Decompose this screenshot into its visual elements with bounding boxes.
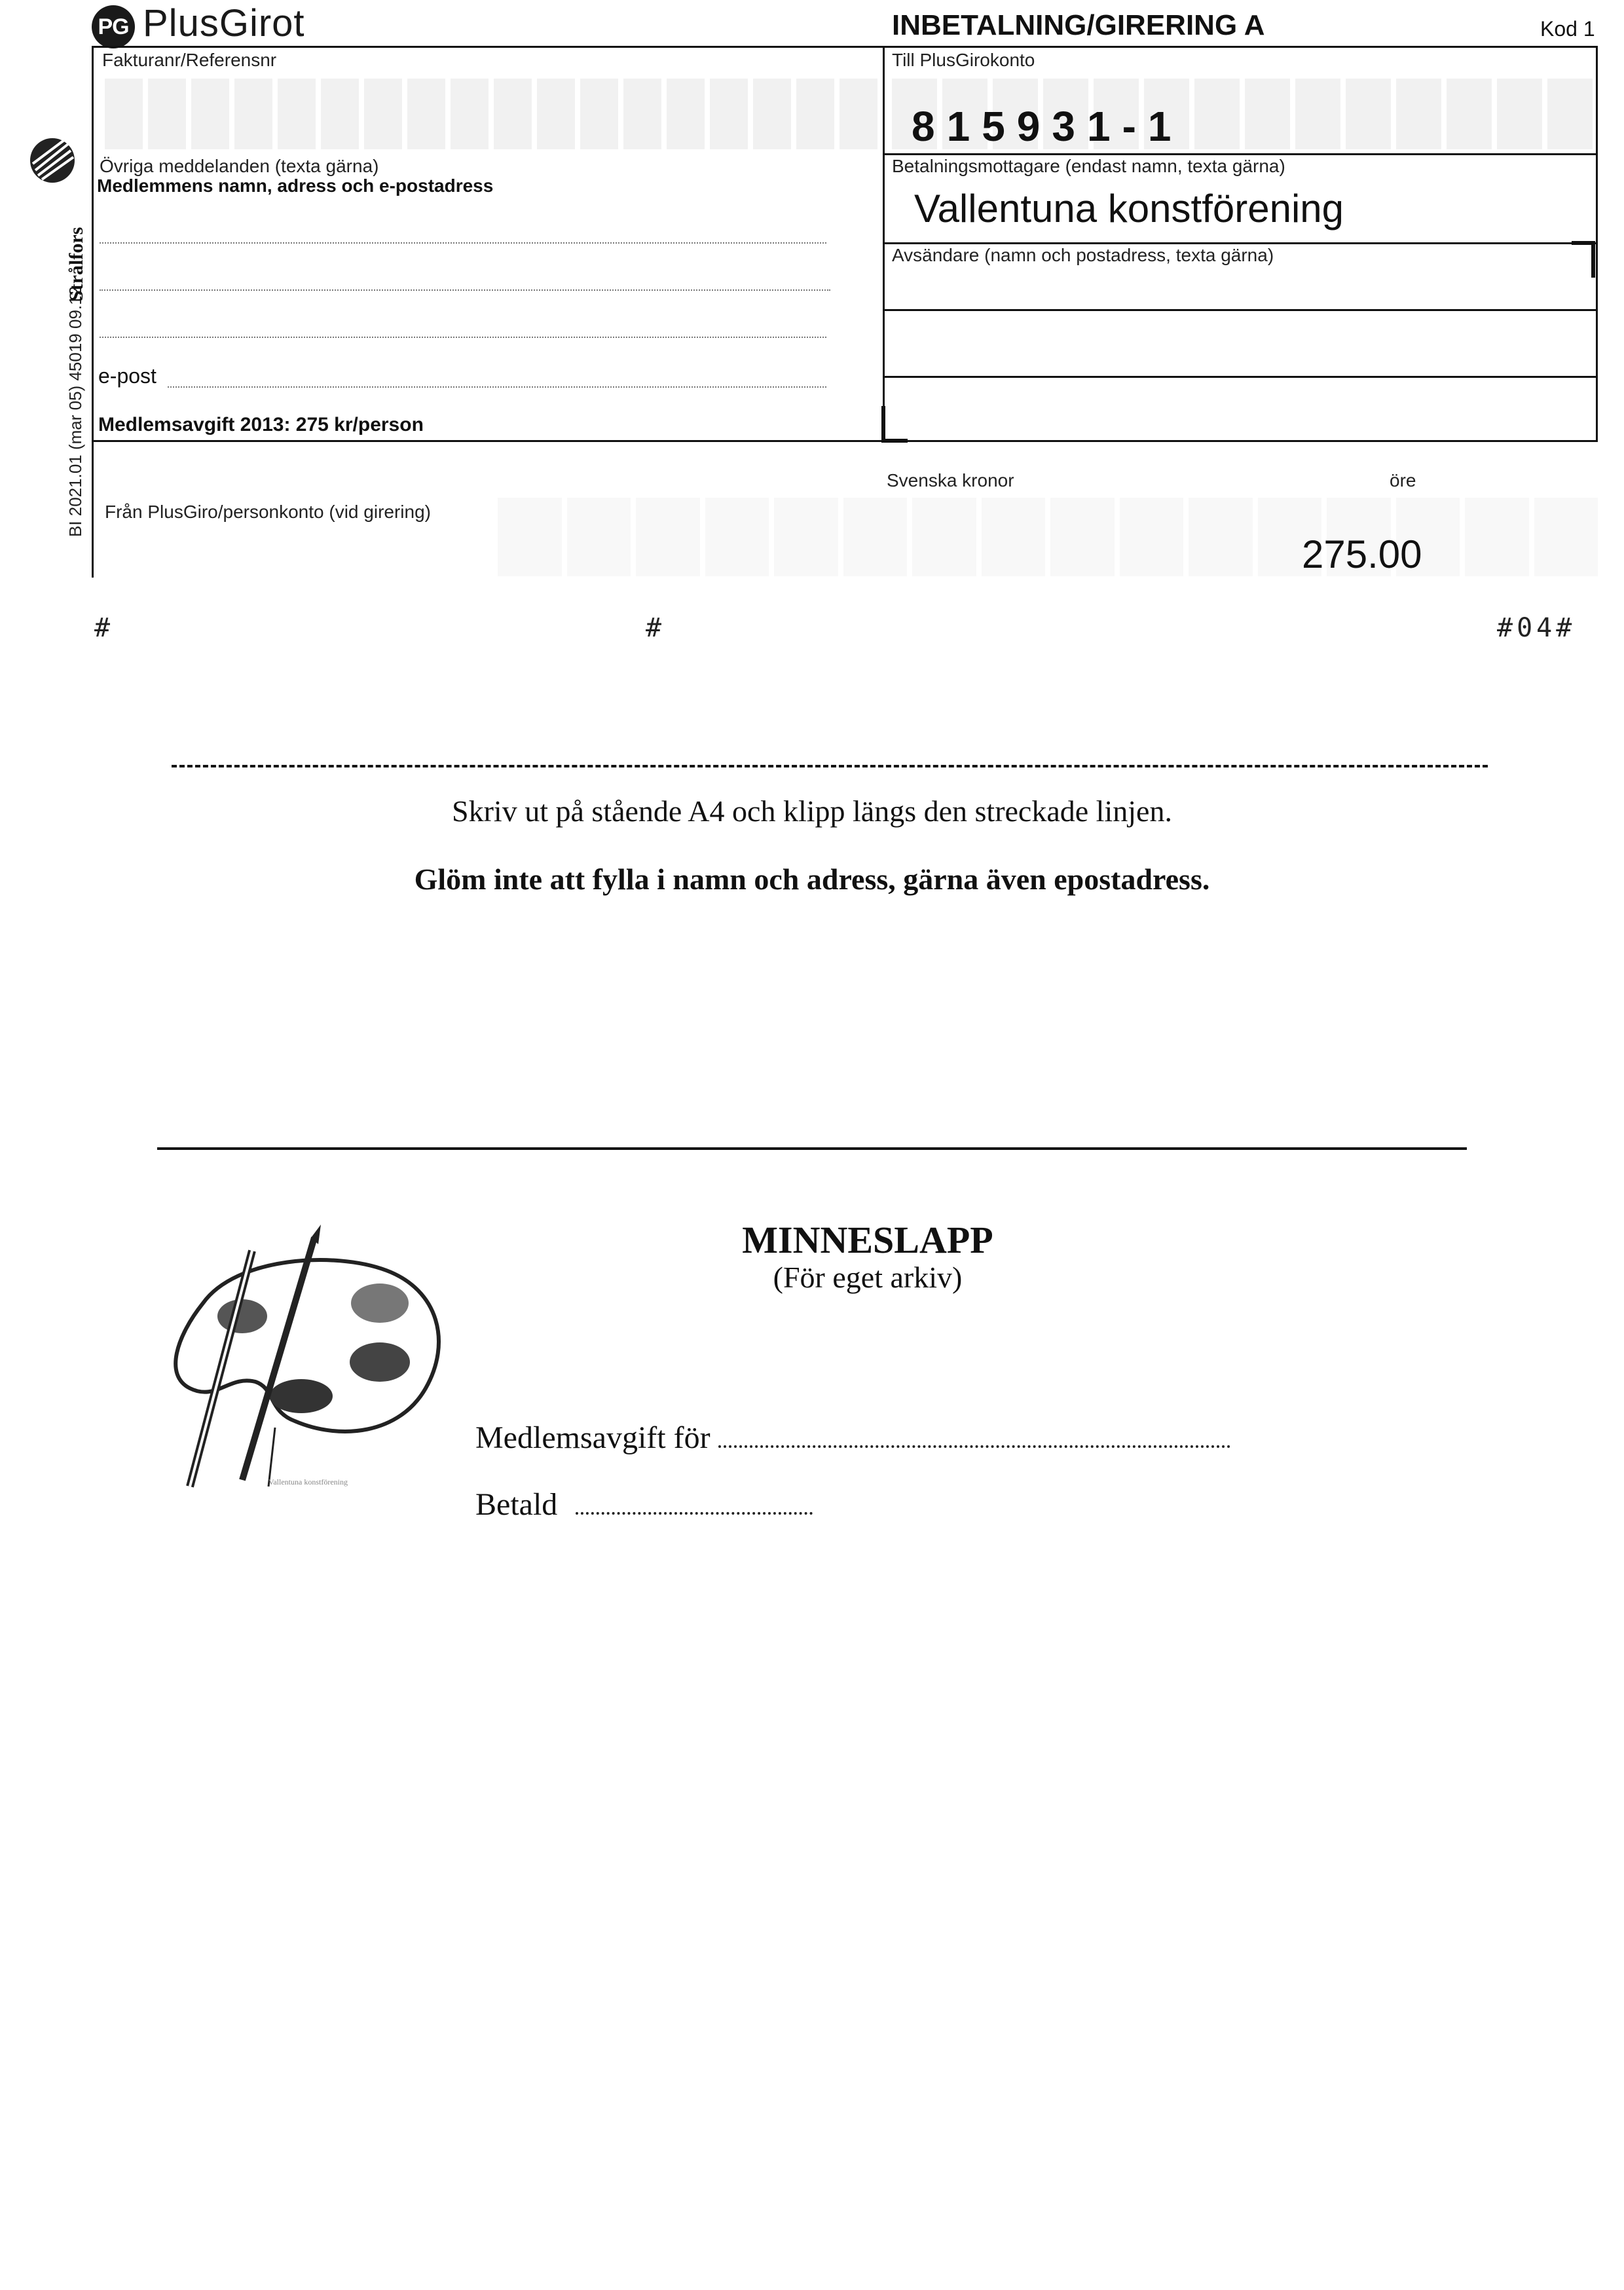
account-number: 815931-1 xyxy=(912,103,1183,150)
ocr-hash-1: # xyxy=(94,613,115,643)
swan-eco-icon xyxy=(26,131,79,190)
reminder-title: MINNESLAPP xyxy=(742,1219,993,1261)
ocr-hash-2: # xyxy=(646,613,666,643)
amount-value: 275.00 xyxy=(1302,532,1422,576)
cut-dashed-line xyxy=(172,765,1488,767)
sender-label: Avsändare (namn och postadress, texta gärna) xyxy=(892,245,1274,265)
brand-name: PlusGirot xyxy=(143,2,305,45)
recipient-bottom-line xyxy=(883,242,1598,244)
instruction-fill: Glöm inte att fylla i namn och adress, gärna även epostadress. xyxy=(414,862,1210,896)
account-bottom-line xyxy=(883,153,1598,155)
sender-line-2[interactable] xyxy=(883,376,1598,378)
ore-label: öre xyxy=(1390,470,1416,490)
maker-mark: Strålfors xyxy=(65,227,87,301)
fee-for-label: Medlemsavgift för xyxy=(475,1420,710,1455)
from-account-label: Från PlusGiro/personkonto (vid girering) xyxy=(105,502,431,522)
form-section-divider xyxy=(92,440,1598,442)
recipient-name: Vallentuna konstförening xyxy=(914,187,1344,231)
message-line-1[interactable] xyxy=(100,242,826,244)
slip-separator-line xyxy=(157,1147,1467,1150)
form-top-border xyxy=(92,46,1598,48)
email-label: e-post xyxy=(98,364,157,388)
member-info-label: Medlemmens namn, adress och e-postadress xyxy=(97,175,494,196)
other-messages-label: Övriga meddelanden (texta gärna) xyxy=(100,156,379,176)
ocr-hash-3: #04# xyxy=(1497,613,1576,643)
form-code: Kod 1 xyxy=(1540,17,1595,41)
reminder-subtitle: (För eget arkiv) xyxy=(773,1261,963,1294)
form-title: INBETALNING/GIRERING A xyxy=(892,9,1265,41)
fee-for-row xyxy=(475,1420,1230,1456)
print-code-vertical: BI 2021.01 (mar 05) 45019 09.12 xyxy=(65,286,85,537)
paid-dotted-line[interactable] xyxy=(576,1512,813,1515)
amount-cells xyxy=(498,498,1598,576)
fee-note: Medlemsavgift 2013: 275 kr/person xyxy=(98,414,424,435)
message-line-2[interactable] xyxy=(100,289,830,291)
message-line-3[interactable] xyxy=(100,337,826,338)
plusgirot-logo: PG xyxy=(92,5,135,48)
corner-mark-bottom-left-h xyxy=(881,439,908,443)
corner-mark-top-right-h xyxy=(1572,241,1595,245)
fee-for-dotted-line[interactable] xyxy=(718,1445,1230,1448)
palette-logo-icon xyxy=(164,1225,452,1500)
paid-row xyxy=(475,1487,813,1523)
to-account-label: Till PlusGirokonto xyxy=(892,50,1035,70)
invoice-label: Fakturanr/Referensnr xyxy=(102,50,277,70)
corner-mark-bottom-left xyxy=(881,406,885,443)
instruction-print: Skriv ut på stående A4 och klipp längs den streckade linjen. xyxy=(452,794,1172,828)
currency-label: Svenska kronor xyxy=(887,470,1014,490)
corner-mark-top-right xyxy=(1591,241,1595,278)
paid-label: Betald xyxy=(475,1487,558,1522)
sender-line-1[interactable] xyxy=(883,309,1598,311)
reference-cells[interactable] xyxy=(105,79,877,149)
form-left-border xyxy=(92,46,94,578)
recipient-label: Betalningsmottagare (endast namn, texta gärna) xyxy=(892,156,1285,176)
palette-logo-caption: Vallentuna konstförening xyxy=(268,1477,348,1487)
email-line[interactable] xyxy=(168,386,826,388)
